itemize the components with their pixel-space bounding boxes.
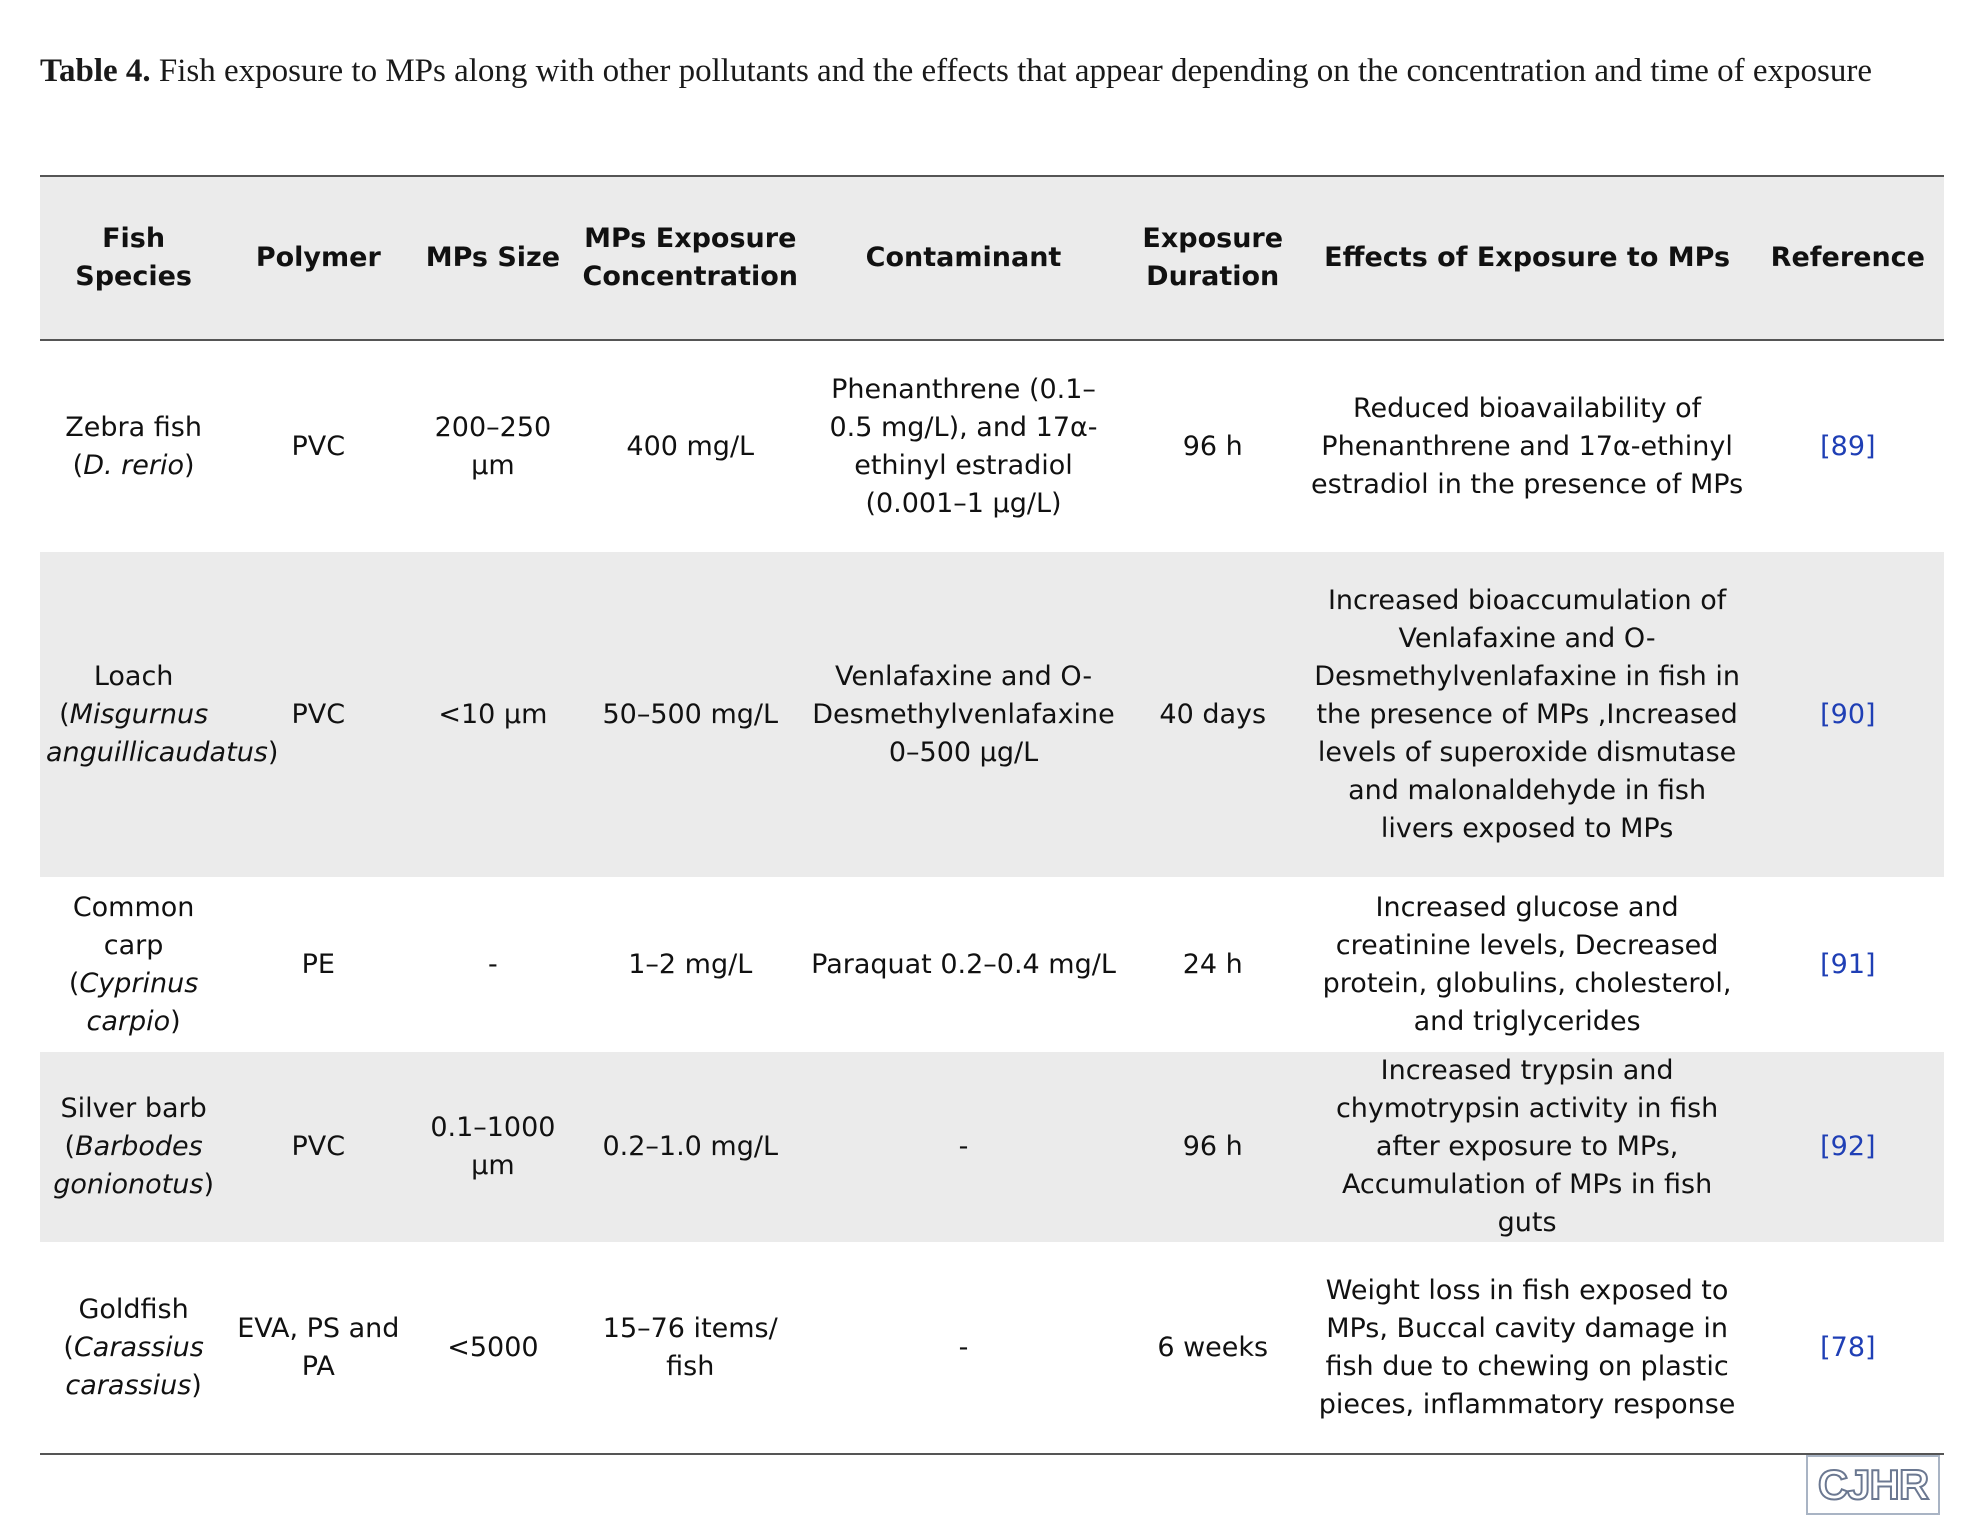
fish-exposure-table (40, 175, 1944, 1455)
cell-duration: 24 h (1182, 948, 1243, 980)
species-common-name: Silver barb (60, 1093, 207, 1124)
species-latin-name: D. rerio (83, 449, 185, 481)
header-contaminant: Contaminant (804, 176, 1123, 340)
table-row (40, 552, 1944, 877)
cell-duration: 96 h (1182, 430, 1243, 462)
cell-effects: Increased trypsin and chymotrypsin activity in fish after exposure to MPs, Accumulation of MPs in fish guts (1303, 1052, 1752, 1242)
cell-reference (1752, 877, 1944, 1052)
reference-link[interactable]: [89] (1820, 430, 1876, 462)
cell-reference (1752, 1242, 1944, 1454)
cell-reference (1752, 552, 1944, 877)
cell-polymer: PVC (227, 552, 409, 877)
cell-polymer: PVC (227, 1052, 409, 1242)
header-exposure-duration: Exposure Duration (1123, 176, 1303, 340)
cell-mps-size: 0.1–1000 µm (409, 1052, 576, 1242)
reference-link[interactable]: [78] (1820, 1331, 1876, 1363)
header-fish-species: Fish Species (40, 176, 227, 340)
cell-concentration: 400 mg/L (626, 430, 755, 462)
cell-species: Silver barb (Barbodes gonionotus) (40, 1052, 227, 1242)
cell-species: Loach (Misgurnus anguillicaudatus (40, 552, 227, 877)
header-mps-size: MPs Size (409, 176, 576, 340)
caption-text: Fish exposure to MPs along with other pollutants and the effects that appear depending on the concentration and time of exposure (150, 53, 1873, 89)
journal-logo: CJHR (1806, 1455, 1940, 1515)
cell-effects: Weight loss in fish exposed to MPs, Buccal cavity damage in fish due to chewing on plastic pieces, inflammatory response (1303, 1242, 1752, 1454)
cell-mps-size: <5000 (409, 1242, 576, 1454)
cell-contaminant: Paraquat 0.2–0.4 mg/L (811, 948, 1116, 980)
cell-effects: Increased glucose and creatinine levels, Decreased protein, globulins, cholesterol, and triglycerides (1322, 891, 1732, 1037)
cell-species: Zebra fish (D. rerio) (65, 411, 202, 481)
cell-concentration: 0.2–1.0 mg/L (576, 1052, 804, 1242)
cell-duration: 6 weeks (1123, 1242, 1303, 1454)
cell-duration: 96 h (1123, 1052, 1303, 1242)
cell-reference (1752, 1052, 1944, 1242)
cell-contaminant: - (804, 1052, 1123, 1242)
cell-concentration: 1–2 mg/L (628, 948, 753, 980)
species-common-name: Loach (93, 660, 174, 692)
table-label: Table 4. (40, 53, 151, 89)
header-reference: Reference (1752, 176, 1944, 340)
cell-reference (1752, 340, 1944, 552)
cell-polymer: EVA, PS and PA (227, 1242, 409, 1454)
header-effects: Effects of Exposure to MPs (1303, 176, 1752, 340)
cell-species: Goldfish (Carassius carassius) (40, 1242, 227, 1454)
cell-concentration: 15–76 items/ fish (576, 1242, 804, 1454)
species-common-name: Common carp (72, 891, 195, 961)
species-common-name: Goldfish (78, 1293, 189, 1325)
table-row (40, 1052, 1944, 1242)
table-row (40, 1242, 1944, 1454)
cell-mps-size: - (488, 948, 498, 980)
cell-mps-size: <10 µm (409, 552, 576, 877)
species-latin-name: Carassius carassius (65, 1331, 204, 1401)
cell-polymer: PVC (291, 430, 346, 462)
species-latin-name: Misgurnus anguillicaudatus (46, 698, 268, 768)
table-header-row (40, 176, 1944, 340)
header-polymer: Polymer (227, 176, 409, 340)
cell-contaminant: Venlafaxine and O-Desmethylvenlafaxine 0–500 µg/L (804, 552, 1123, 877)
species-latin-name: Cyprinus carpio (79, 967, 199, 1037)
cell-contaminant: - (804, 1242, 1123, 1454)
cell-polymer: PE (301, 948, 335, 980)
table-row (40, 877, 1944, 1052)
cell-contaminant: Phenanthrene (0.1–0.5 mg/L), and 17α-ethinyl estradiol (0.001–1 µg/L) (829, 373, 1098, 519)
reference-link[interactable]: [92] (1820, 1131, 1876, 1162)
cell-effects: Increased bioaccumulation of Venlafaxine and O-Desmethylvenlafaxine in fish in the presence of MPs ,Increased levels of superoxide dismutase and malonaldehyde in fish livers exposed to MPs (1303, 552, 1752, 877)
cell-species: Common carp (Cyprinus carpio) (68, 891, 199, 1037)
cell-mps-size: 200–250 µm (434, 411, 552, 481)
reference-link[interactable]: [90] (1820, 698, 1876, 730)
table-caption (40, 48, 1940, 95)
reference-link[interactable]: [91] (1820, 948, 1876, 980)
cell-concentration: 50–500 mg/L (576, 552, 804, 877)
header-exposure-concentration: MPs Exposure Concentration (576, 176, 804, 340)
cell-duration: 40 days (1123, 552, 1303, 877)
species-common-name: Zebra fish (65, 411, 202, 443)
species-latin-name: Barbodes gonionotus (53, 1131, 204, 1200)
cell-effects: Reduced bioavailability of Phenanthrene and 17α-ethinyl estradiol in the presence of MPs (1311, 392, 1744, 500)
table-row (40, 340, 1944, 552)
